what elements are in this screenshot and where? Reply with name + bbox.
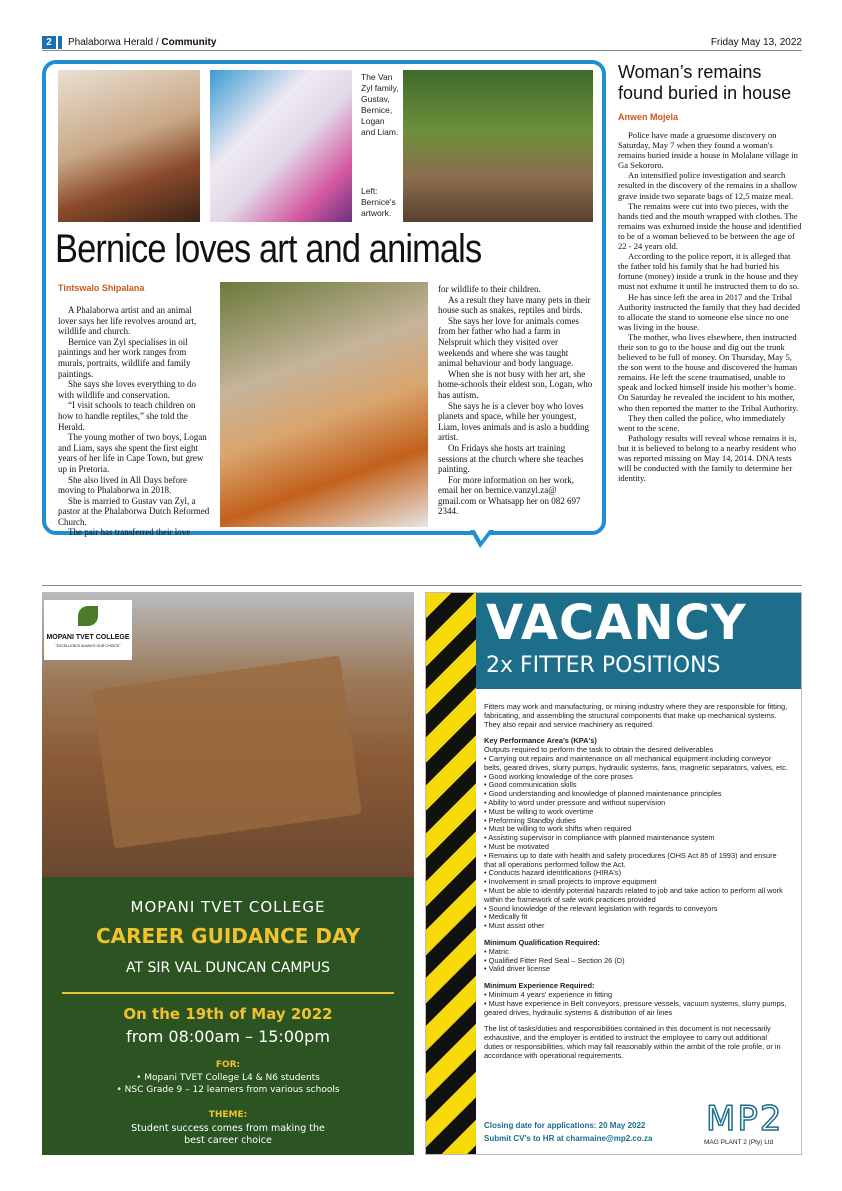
list-item: • Assisting supervisor in compliance with planned maintenance system xyxy=(484,833,715,843)
paragraph: When she is not busy with her art, she home-schools their eldest son, Logan, who has autism. xyxy=(438,368,593,400)
paragraph: An intensified police investigation and search resulted in the discovery of the remains in a shallow grave inside two separate bags of 12,5 maize meal. xyxy=(618,170,798,201)
bernice-with-lizard-photo xyxy=(220,282,428,527)
paragraph: A Phalaborwa artist and an animal lover says her life revolves around art, wildlife and church. xyxy=(58,305,197,337)
college-logo xyxy=(44,600,132,660)
publication-name: Phalaborwa Herald / xyxy=(68,37,162,48)
list-item: • Qualified Fitter Red Seal – Section 26 (D) xyxy=(484,955,625,965)
paragraph: She is married to Gustav van Zyl, a pastor at the Phalaborwa Dutch Reformed Church. xyxy=(58,495,210,527)
list-item: • Preforming Standby duties xyxy=(484,815,576,825)
paragraph: Police have made a gruesome discovery on Saturday, May 7 when they found a woman's remains buried inside a house in Molalane village in Ga Sekororo. xyxy=(618,130,798,171)
feature-headline: Bernice loves art and animals xyxy=(55,227,482,271)
mopani-career-day-ad xyxy=(42,592,414,1155)
list-item: • Good understanding and knowledge of planned maintenance principles xyxy=(484,789,722,799)
paragraph: The mother, who lives elsewhere, then instructed their son to go to the house and dig out the trunk believed to be full of money. On Thursday, May 5, the son went to the house and discovered the human remains. He left the scene traumatised, unable to speak and locked himself inside his mother’s home. On Saturday he revealed the incident to his mother, who then reported the matter to the Tribal Authority. xyxy=(618,331,799,413)
issue-date: Friday May 13, 2022 xyxy=(710,37,802,48)
family-photo xyxy=(403,70,593,222)
kpa-heading: Key Performance Area's (KPA's) xyxy=(484,736,597,746)
event-venue: AT SIR VAL DUNCAN CAMPUS xyxy=(126,960,330,976)
gold-rule xyxy=(62,992,394,994)
paragraph: She says her love for animals comes from her father who had a farm in Nelspruit which they visited over weekends and where she was taught animal behaviour and body language. xyxy=(438,315,579,369)
kpa-intro: Outputs required to perform the task to obtain the desired deliverables xyxy=(484,745,714,755)
paragraph: According to the police report, it is alleged that the father told his family that he had buried his fortune (money) inside a trunk in the house and they must not exhume it until he instructed them to do so. xyxy=(618,251,800,292)
feature-column-1 xyxy=(58,305,210,538)
list-item: • Good working knowledge of the core proses xyxy=(484,771,633,781)
paragraph: The pair has transferred their love xyxy=(68,527,191,538)
artwork-photo-hands xyxy=(58,70,200,222)
feature-column-2 xyxy=(438,284,593,517)
list-item: • Must be able to identify potential hazards related to job and take action to perform all work within the framework of safe work practices provided xyxy=(484,885,783,904)
vacancy-subtitle: 2x FITTER POSITIONS xyxy=(486,653,721,678)
list-item: • Must be willing to work overtime xyxy=(484,806,594,816)
artwork-caption: Left: Bernice's artwork. xyxy=(361,186,396,218)
table-shape xyxy=(92,655,362,848)
list-item: • Must assist other xyxy=(484,921,545,931)
college-name: MOPANI TVET COLLEGE xyxy=(130,898,326,916)
paragraph: On Fridays she hosts art training sessions at the church where she teaches painting. xyxy=(438,442,584,475)
speech-tail-inner xyxy=(474,529,490,541)
list-item: • Involvement in small projects to improve equipment xyxy=(484,877,657,887)
feature-byline: Tintswalo Shipalana xyxy=(58,283,145,293)
for-item: • Mopani TVET College L4 & N6 students xyxy=(136,1073,320,1083)
vacancy-ad xyxy=(425,592,802,1155)
list-item: • Medically fit xyxy=(484,912,528,922)
paragraph: Bernice van Zyl specialises in oil paintings and her work ranges from murals, portraits, wildlife and family paintings. xyxy=(58,336,191,379)
closing-date: Closing date for applications: 20 May 2022 xyxy=(484,1121,646,1130)
paragraph: Pathology results will reveal whose remains it is, but it is believed to belong to a nearby resident who was reported missing on May 14, 2014. DNA tests will be conducted with the family to determine her identity. xyxy=(618,432,797,484)
min-exp-heading: Minimum Experience Required: xyxy=(484,981,595,991)
paragraph: He has since left the area in 2017 and the Tribal Authority instructed the family that they had decided to allocate the stand to someone else since no one was living in the house. xyxy=(618,291,801,332)
page-number: 2 xyxy=(42,36,56,49)
intro-text: Fitters may work and manufacturing, or mining industry where they are responsible for fitting, fabricating, and assembling the structural components that make up mechanical systems. They also repair and service machinery as required. xyxy=(484,702,788,729)
logo-tagline: "EXCELLENCE ALWAYS OUR CHOICE" xyxy=(55,644,121,648)
list-item: • Remains up to date with health and safety procedures (OHS Act 85 of 1993) and ensure that all operations performed follow the Act. xyxy=(484,850,777,869)
list-item: • Sound knowledge of the relevant legislation with regards to conveyors xyxy=(484,903,718,913)
for-item: • NSC Grade 9 – 12 learners from various schools xyxy=(116,1085,340,1095)
header-rule xyxy=(42,50,802,51)
disclaimer-text: The list of tasks/duties and responsibilities contained in this document is not necessarily exhaustive, and the employer is entitled to instruct the employee to carry out additional duties or responsibilities, which may fall reasonably within the ambit of the role profile, or in accordance with operational requirements. xyxy=(484,1024,781,1060)
list-item: • Must have experience in Belt conveyors, pressure vessels, vacuum systems, slurry pumps, geared drives, hydraulic systems & distribution of air lines xyxy=(484,998,787,1017)
paragraph: for wildlife to their children. xyxy=(438,284,541,294)
page-header xyxy=(42,36,802,50)
vacancy-title: VACANCY xyxy=(486,595,747,651)
list-item: • Ability to word under pressure and without supervision xyxy=(484,797,666,807)
submit-cv-text: Submit CV's to HR at charmaine@mp2.co.za xyxy=(484,1134,653,1143)
article-byline: Anwen Mojela xyxy=(618,112,679,122)
company-name: MAG PLANT 2 (Pty) Ltd xyxy=(704,1139,774,1146)
list-item: • Good communication skills xyxy=(484,780,577,790)
section-divider xyxy=(42,585,802,586)
article-headline: Woman’s remains found buried in house xyxy=(618,62,792,103)
list-item: • Valid driver license xyxy=(484,964,551,974)
paragraph: She says he is a clever boy who loves planets and space, while her youngest, Liam, loves animals and is aslo a budding artist. xyxy=(438,400,589,443)
article-body xyxy=(618,130,802,483)
publication-section xyxy=(68,36,216,49)
section-name: Community xyxy=(161,37,217,48)
page-number-bar xyxy=(58,36,62,49)
paragraph: “I visit schools to teach children on how to handle reptiles,” she told the Herald. xyxy=(58,400,196,432)
list-item: • Conducts hazard identifications (HIRA's) xyxy=(484,868,622,878)
leaf-icon xyxy=(78,606,98,626)
theme-label: THEME: xyxy=(208,1110,248,1120)
paragraph: She also lived in All Days before moving to Phalaborwa in 2018. xyxy=(58,474,187,496)
event-date: On the 19th of May 2022 xyxy=(123,1005,333,1023)
vacancy-details xyxy=(484,703,788,1060)
event-time: from 08:00am – 15:00pm xyxy=(126,1027,330,1046)
for-label: FOR: xyxy=(215,1060,241,1070)
artwork-photo-angel xyxy=(210,70,352,222)
paragraph: As a result they have many pets in their house such as snakes, reptiles and birds. xyxy=(438,294,591,316)
paragraph: They then called the police, who immediately went to the scene. xyxy=(618,412,786,433)
paragraph: For more information on her work, email her on bernice.vanzyl.za@ gmail.com or Whatsapp her on 082 697 2344. xyxy=(438,474,581,517)
list-item: • Minimum 4 years' experience in fitting xyxy=(484,989,613,999)
list-item: • Matric xyxy=(484,946,509,956)
hazard-stripes xyxy=(426,593,476,1155)
logo-name: MOPANI TVET COLLEGE xyxy=(46,634,130,641)
list-item: • Carrying out repairs and maintenance on all mechanical equipment including conveyor belts, geared drives, slurry pumps, hydraulic systems, fans, magnetic separators, valves, etc. xyxy=(484,753,788,772)
paragraph: The young mother of two boys, Logan and Liam, says she spent the first eight years of her life in Cape Town, but grew up in Pretoria. xyxy=(58,432,207,474)
family-caption: The Van Zyl family, Gustav, Bernice, Logan and Liam. xyxy=(361,72,399,137)
min-qual-heading: Minimum Qualification Required: xyxy=(484,937,600,947)
theme-text: Student success comes from making the best career choice xyxy=(131,1123,325,1146)
mp2-logo: MP2 xyxy=(706,1099,784,1139)
paragraph: The remains were cut into two pieces, with the hands tied and the mouth wrapped with clothes. The remains was exhumed inside the house and identified to be of a woman believed to be between the age of 22 - 24 years old. xyxy=(618,200,802,252)
list-item: • Must be motivated xyxy=(484,841,550,851)
list-item: • Must be willing to work shifts when required xyxy=(484,824,632,834)
event-title: CAREER GUIDANCE DAY xyxy=(95,924,361,948)
paragraph: She says she loves everything to do with wildlife and conservation. xyxy=(58,379,196,400)
